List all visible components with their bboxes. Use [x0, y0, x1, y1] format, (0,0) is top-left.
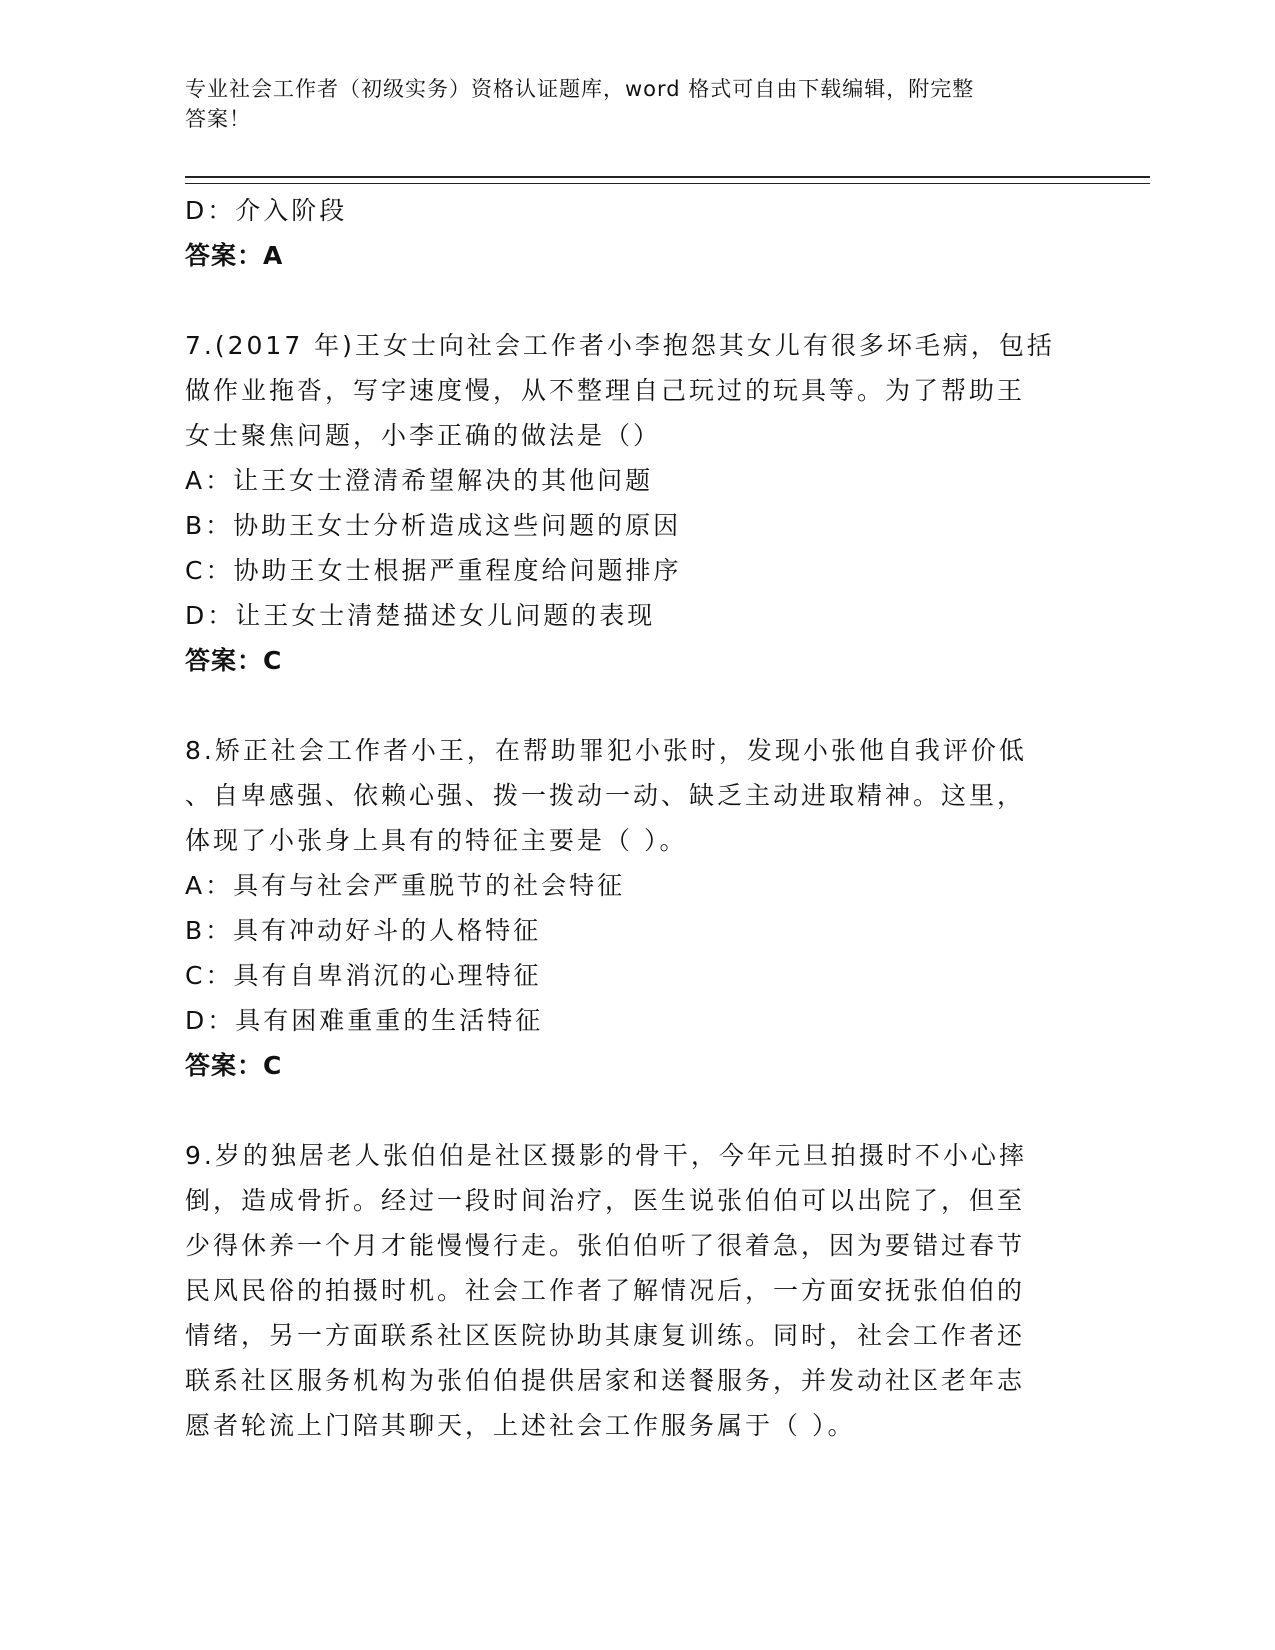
document-body: [185, 188, 1065, 1448]
question-9: [185, 1133, 1065, 1448]
header-line-2: 答案！: [185, 107, 251, 131]
answer: 答案：C: [185, 1051, 283, 1080]
question-stem-line: 做作业拖沓，写字速度慢，从不整理自己玩过的玩具等。为了帮助王: [185, 376, 1026, 405]
question-stem-line: 、自卑感强、依赖心强、拨一拨动一动、缺乏主动进取精神。这里，: [185, 781, 1026, 810]
option-d: D：让王女士清楚描述女儿问题的表现: [185, 601, 656, 630]
question-7: [185, 323, 1065, 683]
question-stem-line: 女士聚焦问题，小李正确的做法是（）: [185, 421, 662, 450]
answer: 答案：C: [185, 646, 283, 675]
answer: 答案：A: [185, 241, 284, 270]
question-stem-line: 联系社区服务机构为张伯伯提供居家和送餐服务，并发动社区老年志: [185, 1366, 1026, 1395]
option-c: C：协助王女士根据严重程度给问题排序: [185, 556, 682, 585]
question-stem-line: 9.岁的独居老人张伯伯是社区摄影的骨干，今年元旦拍摄时不小心摔: [185, 1141, 1027, 1170]
question-stem-line: 8.矫正社会工作者小王，在帮助罪犯小张时，发现小张他自我评价低: [185, 736, 1027, 765]
question-stem-line: 倒，造成骨折。经过一段时间治疗，医生说张伯伯可以出院了，但至: [185, 1186, 1026, 1215]
question-stem-line: 愿者轮流上门陪其聊天，上述社会工作服务属于（ ）。: [185, 1411, 856, 1440]
question-8: [185, 728, 1065, 1088]
option-b: B：具有冲动好斗的人格特征: [185, 916, 542, 945]
question-stem-line: 民风民俗的拍摄时机。社会工作者了解情况后，一方面安抚张伯伯的: [185, 1276, 1026, 1305]
question-6-tail: [185, 188, 1065, 278]
option-a: A：让王女士澄清希望解决的其他问题: [185, 466, 654, 495]
option-d: D：介入阶段: [185, 196, 348, 225]
question-stem-line: 7.(2017 年)王女士向社会工作者小李抱怨其女儿有很多坏毛病，包括: [185, 331, 1055, 360]
option-a: A：具有与社会严重脱节的社会特征: [185, 871, 626, 900]
question-stem-line: 少得休养一个月才能慢慢行走。张伯伯听了很着急，因为要错过春节: [185, 1231, 1026, 1260]
header-line-1: 专业社会工作者（初级实务）资格认证题库，word 格式可自由下载编辑，附完整: [185, 77, 975, 101]
option-d: D：具有困难重重的生活特征: [185, 1006, 544, 1035]
question-stem-line: 情绪，另一方面联系社区医院协助其康复训练。同时，社会工作者还: [185, 1321, 1026, 1350]
option-c: C：具有自卑消沉的心理特征: [185, 961, 542, 990]
question-stem-line: 体现了小张身上具有的特征主要是（ ）。: [185, 826, 688, 855]
header-divider: [185, 176, 1150, 184]
option-b: B：协助王女士分析造成这些问题的原因: [185, 511, 682, 540]
page-header: [185, 74, 1085, 134]
